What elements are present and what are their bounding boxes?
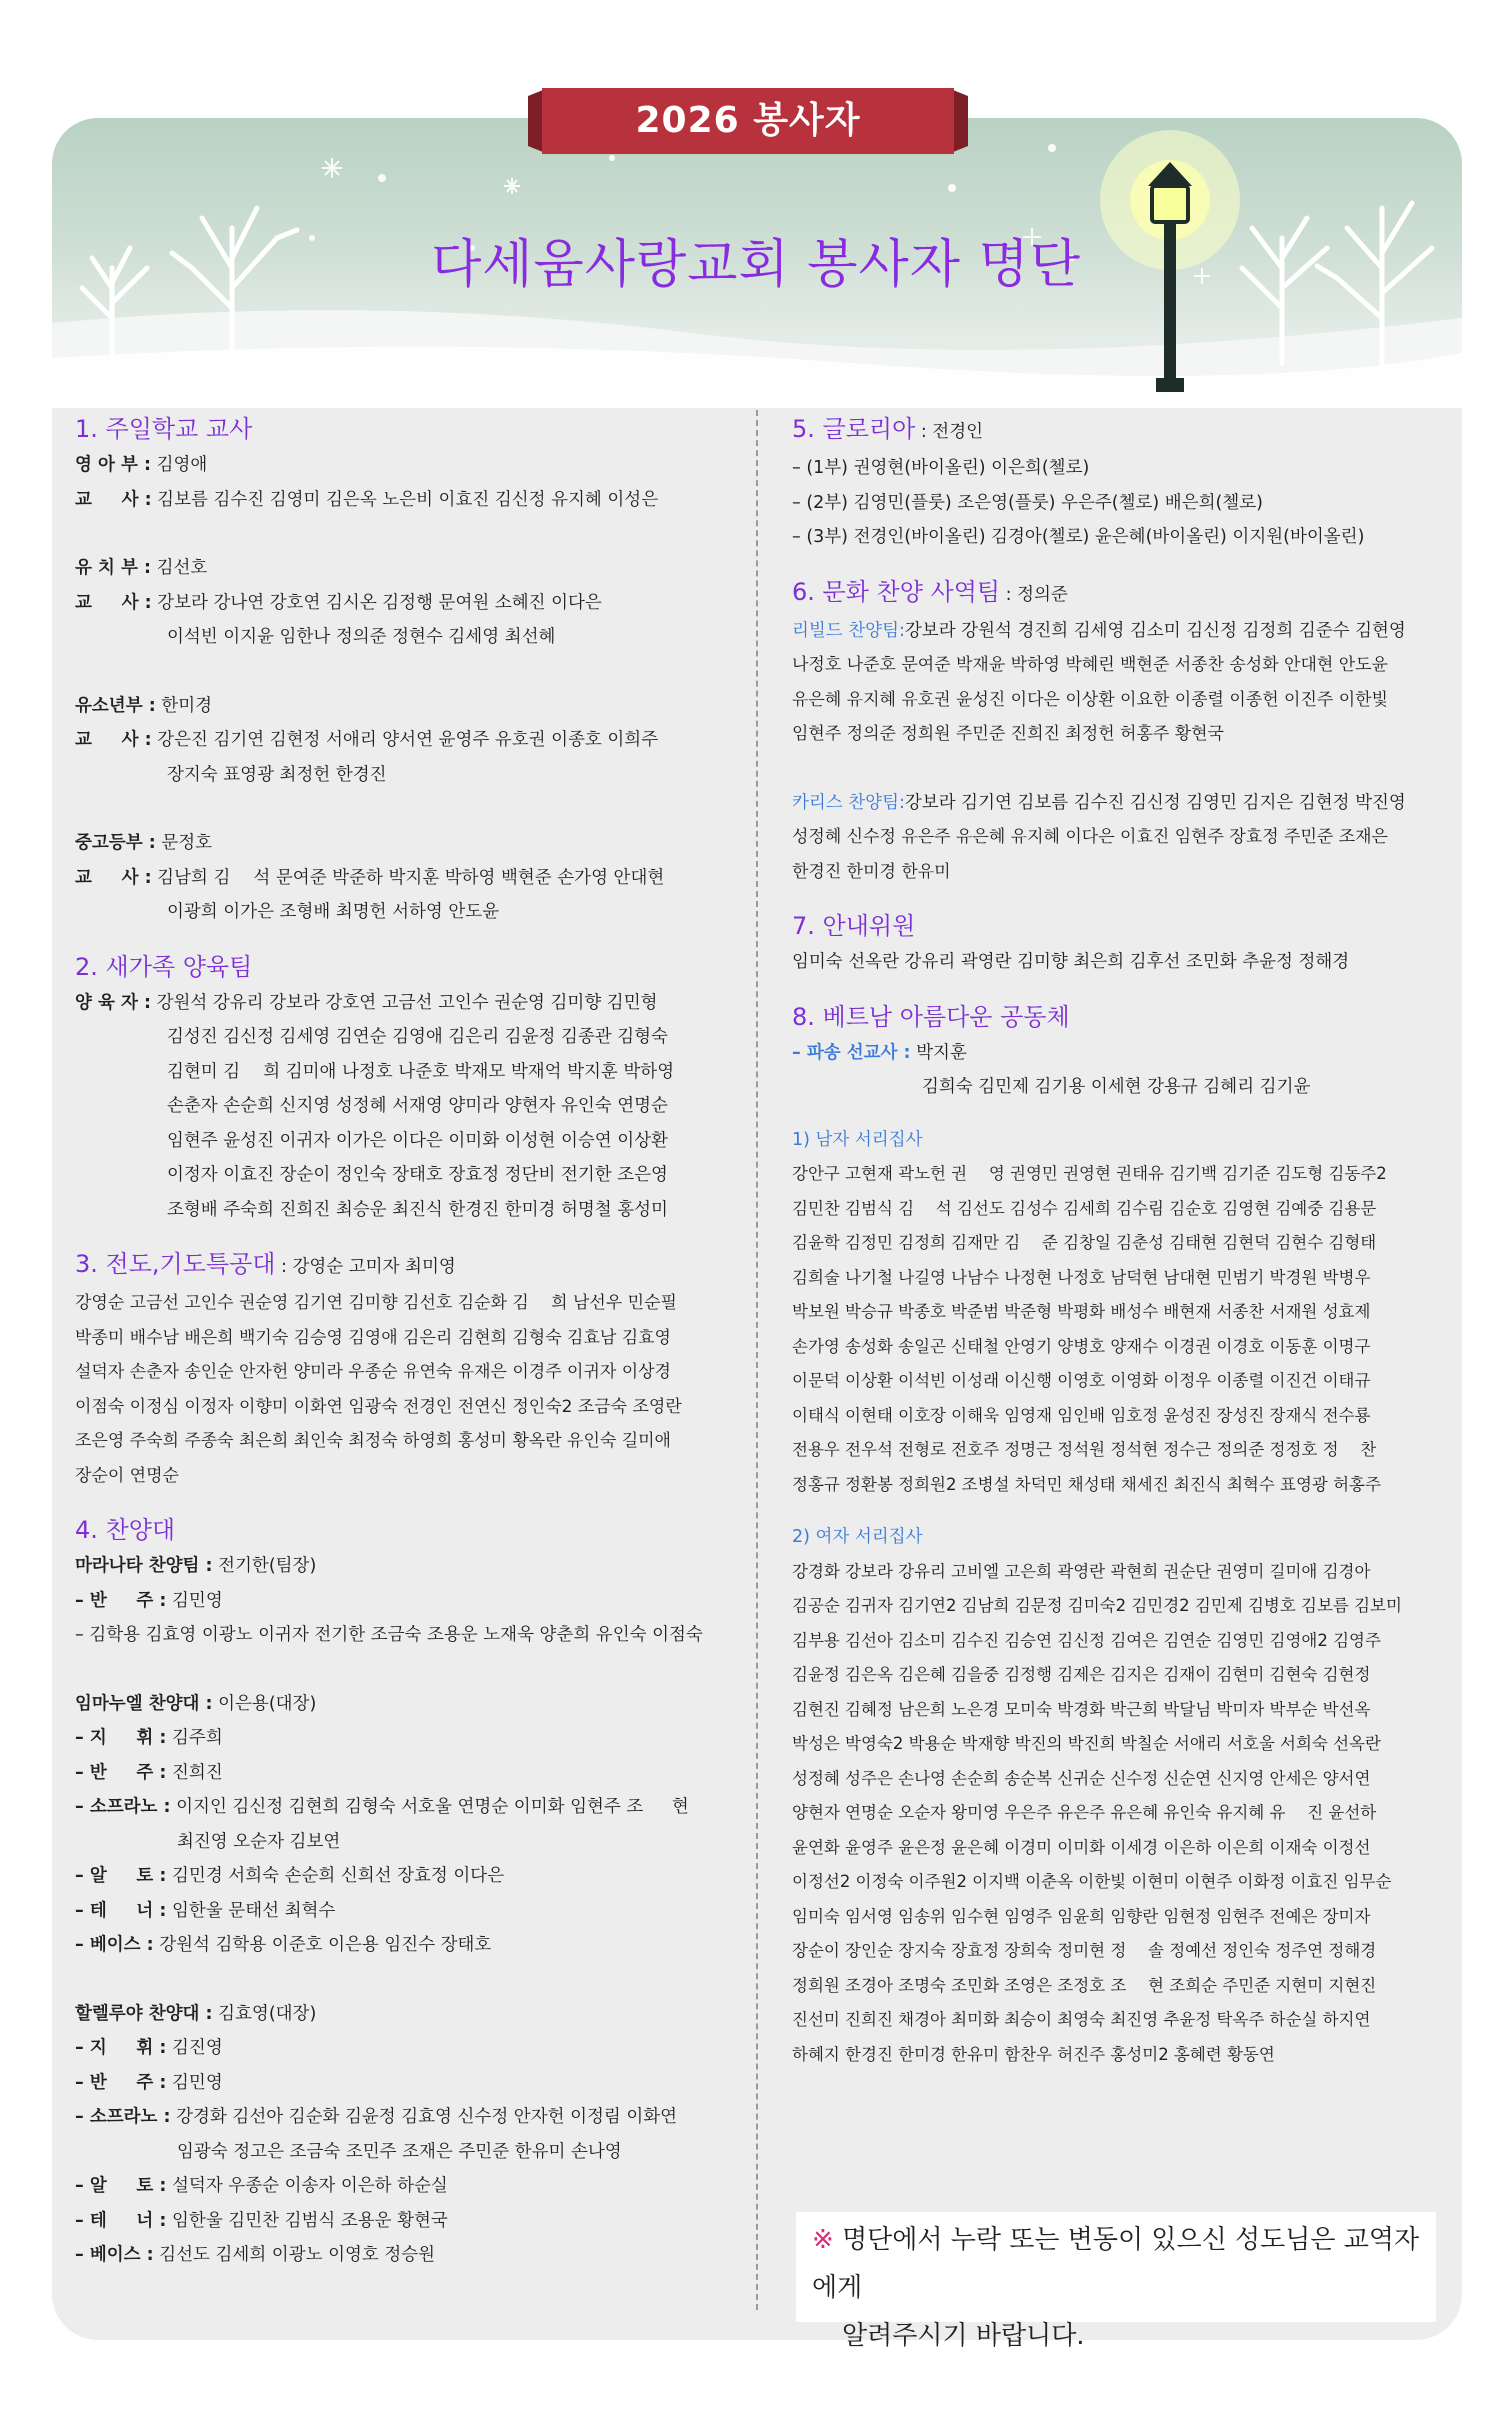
role-members: 김주희 [172, 1728, 223, 1748]
member-list: 이정자 이효진 장순이 정인숙 장태호 장효정 정단비 전기한 조은영 [167, 1165, 668, 1185]
section-title-text: 5. 글로리아 [792, 415, 916, 443]
role-label: – 소프라노 : [75, 2107, 171, 2127]
choir-leader: 김효영(대장) [218, 2003, 317, 2024]
teacher-label: 교 사 : [75, 867, 152, 888]
teacher-list: 김보름 김수진 김영미 김은옥 노은비 이효진 김신정 유지혜 이성은 [157, 489, 659, 510]
member-list: 강보라 강원석 경진희 김세영 김소미 김신정 김정희 김준수 김현영 [904, 620, 1406, 641]
teacher-label: 교 사 : [75, 489, 152, 510]
role-members: 김민영 [172, 2072, 223, 2093]
teacher-list: 강은진 김기연 김현정 서애리 양서연 윤영주 유호권 이종호 이희주 [157, 730, 659, 750]
teacher-list: 이석빈 이지윤 임한나 정의준 정현수 김세영 최선혜 [167, 627, 556, 647]
subsection-title: 2) 여자 서리집사 [792, 1527, 923, 1547]
role-label: – 반 주 : [75, 2072, 167, 2093]
group-label: 유소년부 : [75, 695, 156, 716]
teacher-list: 김남희 김 석 문여준 박준하 박지훈 박하영 백현준 손가영 안대현 [157, 867, 665, 888]
teacher-label: 교 사 : [75, 730, 152, 750]
role-members: 임한울 문태선 최혁수 [172, 1900, 336, 1921]
group-label: 양 육 자 : [75, 992, 151, 1013]
role-label: – 베이스 : [75, 2245, 154, 2265]
team-name: 리빌드 찬양팀: [792, 620, 905, 641]
member-list: 나정호 나준호 문여준 박재윤 박하영 박혜린 백현준 서종찬 송성화 안대현 안도윤 [792, 655, 1388, 675]
role-members: 이지인 김신정 김현희 김형숙 서호울 연명순 이미화 임현주 조 현 [176, 1797, 689, 1817]
member-list: 유은혜 유지혜 유호권 윤성진 이다은 이상환 이요한 이종렬 이종헌 이진주 이한빛 [792, 689, 1388, 710]
role-members: 임광숙 정고은 조금숙 조민주 조재은 주민준 한유미 손나영 [177, 2141, 622, 2162]
role-members: 강원석 김학용 이준호 이은용 임진수 장태호 [159, 1935, 492, 1955]
teacher-label: 교 사 : [75, 592, 152, 613]
group-label: 중고등부 : [75, 833, 156, 853]
member-list: 윤연화 윤영주 윤은정 윤은혜 이경미 이미화 이세경 이은하 이은희 이재숙 이정선 [792, 1837, 1371, 1857]
member-list: 김희숙 김민제 김기용 이세현 강용규 김혜리 김기윤 [922, 1077, 1311, 1097]
member-list: 박보원 박승규 박종호 박준범 박준형 박평화 배성수 배현재 서종찬 서재원 성효제 [792, 1302, 1371, 1321]
member-list: 강원석 강유리 강보라 강호연 고금선 고인수 권순영 김미향 김민형 [156, 992, 658, 1013]
member-list: 조은영 주숙희 주종숙 최은희 최인숙 최정숙 하영희 홍성미 황옥란 유인숙 길미애 [75, 1431, 671, 1451]
role-label: – 지 휘 : [75, 1728, 167, 1748]
subsection-title: 1) 남자 서리집사 [792, 1129, 923, 1150]
section-leader: 전경인 [932, 422, 984, 442]
role-label: – 베이스 : [75, 1935, 154, 1955]
role-members: 강경화 김선아 김순화 김윤정 김효영 신수정 안자헌 이정림 이화연 [176, 2107, 678, 2127]
right-column [792, 410, 1442, 2072]
member-list: 김희술 나기철 나길영 나남수 나정현 나정호 남덕현 남대현 민범기 박경원 박병우 [792, 1267, 1371, 1287]
member-list: 조형배 주숙희 진희진 최승운 최진식 한경진 한미경 허명철 홍성미 [167, 1199, 668, 1220]
member-list: 장순이 연명순 [75, 1465, 179, 1486]
notice-text [812, 2216, 1432, 2360]
member-list: 이태식 이현태 이호장 이해욱 임영재 임인배 임호정 윤성진 장성진 장재식 전수룡 [792, 1405, 1371, 1425]
section-title: 4. 찬양대 [75, 1516, 176, 1544]
member-list: 김현미 김 희 김미애 나정호 나준호 박재모 박재억 박지훈 박하영 [167, 1061, 675, 1082]
member-list: 김현진 김혜정 남은희 노은경 모미숙 박경화 박근희 박달님 박미자 박부순 박선옥 [792, 1699, 1371, 1719]
page-title: 다세움사랑교회 봉사자 명단 [431, 235, 1081, 295]
member-list: 전용우 전우석 전형로 전호주 정명근 정석원 정석현 정수근 정의준 정정호 정 찬 [792, 1440, 1377, 1459]
member-list: – 김학용 김효영 이광노 이귀자 전기한 조금숙 조용운 노재욱 양춘희 유인숙 이점숙 [75, 1625, 703, 1645]
reference-mark-icon: ※ [812, 2225, 834, 2255]
section-title: 8. 베트남 아름다운 공동체 [792, 1002, 1070, 1031]
member-list: 손가영 송성화 송일곤 신태철 안영기 양병호 양재수 이경권 이경호 이동훈 이명구 [792, 1336, 1371, 1356]
role-members: 임한울 김민찬 김범식 조용운 황현국 [172, 2210, 448, 2231]
choir-name: 임마누엘 찬양대 : [75, 1693, 213, 1714]
choir-leader: 이은용(대장) [218, 1693, 317, 1714]
member-list: 하혜지 한경진 한미경 한유미 함찬우 허진주 홍성미2 홍혜련 황동연 [792, 2044, 1275, 2064]
role-members: 진희진 [172, 1762, 223, 1783]
member-list: 김성진 김신정 김세영 김연순 김영애 김은리 김윤정 김종관 김형숙 [167, 1027, 668, 1047]
member-list: 손춘자 손순희 신지영 성정혜 서재영 양미라 양현자 유인숙 연명순 [167, 1096, 668, 1116]
year-badge: 2026 봉사자 [635, 100, 861, 141]
group-leader: 김영애 [156, 455, 208, 475]
section-title-text: 6. 문화 찬양 사역팀 [792, 577, 1001, 606]
teacher-list: 장지숙 표영광 최정헌 한경진 [167, 764, 387, 785]
group-leader: 김선호 [156, 558, 208, 578]
column-divider [756, 410, 758, 2310]
member-list: 김민찬 김범식 김 석 김선도 김성수 김세희 김수림 김순호 김영현 김예중 김용문 [792, 1198, 1377, 1218]
member-list: 강보라 김기연 김보름 김수진 김신정 김영민 김지은 김현정 박진영 [904, 792, 1406, 813]
member-list: 이정선2 이정숙 이주원2 이지백 이춘옥 이한빛 이현미 이현주 이화정 이효진 임무순 [792, 1872, 1392, 1891]
role-label: – 테 너 : [75, 1900, 167, 1921]
member-list: 이점숙 이정심 이정자 이향미 이화연 임광숙 전경인 전연신 정인숙2 조금숙 조영란 [75, 1396, 682, 1417]
section-title-text: 3. 전도,기도특공대 [75, 1250, 276, 1278]
member-list: 성정혜 신수정 유은주 유은혜 유지혜 이다은 이효진 임현주 장효정 주민준 조재은 [792, 827, 1388, 847]
section-title: 1. 주일학교 교사 [75, 415, 253, 443]
member-list: 김부용 김선아 김소미 김수진 김승연 김신정 김여은 김연순 김영민 김영애2 김영주 [792, 1630, 1381, 1650]
member-list: – (3부) 전경인(바이올린) 김경아(첼로) 윤은혜(바이올린) 이지원(바이올린) [792, 527, 1365, 547]
member-list: 김윤학 김정민 김정희 김재만 김 준 김창일 김춘성 김태현 김현덕 김현수 김형태 [792, 1233, 1377, 1252]
role-members: 김민경 서희숙 손순희 신희선 장효정 이다은 [172, 1866, 505, 1886]
role-members: 설덕자 우종순 이송자 이은하 하순실 [172, 2176, 448, 2196]
role-members: 김민영 [172, 1590, 223, 1611]
member-list: 진선미 진희진 채경아 최미화 최승이 최영숙 최진영 추윤정 탁옥주 하순실 하지연 [792, 2010, 1371, 2029]
notice-line: 명단에서 누락 또는 변동이 있으신 성도님은 교역자에게 [812, 2225, 1420, 2303]
member-list: 장순이 장인순 장지숙 장효정 장희숙 정미현 정 솔 정예선 정인숙 정주연 정해경 [792, 1941, 1377, 1960]
member-list: 양현자 연명순 오순자 왕미영 우은주 유은주 유은혜 유인숙 유지혜 유 진 윤선하 [792, 1803, 1377, 1822]
member-list: – (1부) 권영현(바이올린) 이은희(첼로) [792, 458, 1090, 478]
group-label: 유 치 부 : [75, 558, 151, 578]
role-label: – 알 토 : [75, 2176, 167, 2196]
role-members: 최진영 오순자 김보연 [177, 1831, 341, 1852]
section-leader: 강영순 고미자 최미영 [292, 1257, 456, 1277]
choir-name: 할렐루야 찬양대 : [75, 2003, 213, 2024]
member-list: 임현주 정의준 정희원 주민준 진희진 최정헌 허홍주 황현국 [792, 724, 1224, 744]
member-list: 강안구 고현재 곽노헌 권 영 권영민 권영현 권태유 김기백 김기준 김도형 김동주2 [792, 1164, 1387, 1183]
role-label: – 반 주 : [75, 1762, 167, 1783]
notice-line: 알려주시기 바랍니다. [842, 2321, 1085, 2351]
role-label: – 소프라노 : [75, 1797, 171, 1817]
team-name: 카리스 찬양팀: [792, 792, 905, 813]
member-list: 정희원 조경아 조명숙 조민화 조영은 조정호 조 현 조희순 주민준 지현미 지현진 [792, 1975, 1377, 1995]
group-leader: 문정호 [161, 833, 213, 853]
missionary-label: – 파송 선교사 : [792, 1042, 911, 1063]
member-list: 임현주 윤성진 이귀자 이가은 이다은 이미화 이성현 이승연 이상환 [167, 1130, 668, 1151]
role-label: – 알 토 : [75, 1866, 167, 1886]
member-list: 박종미 배수남 배은희 백기숙 김승영 김영애 김은리 김현희 김형숙 김효남 김효영 [75, 1327, 671, 1348]
member-list: 정홍규 정환봉 정희원2 조병설 차덕민 채성태 채세진 최진식 최혁수 표영광 허홍주 [792, 1474, 1381, 1494]
member-list: 강영순 고금선 고인수 권순영 김기연 김미향 김선호 김순화 김 희 남선우 민순필 [75, 1293, 677, 1313]
teacher-list: 이광희 이가은 조형배 최명헌 서하영 안도윤 [167, 902, 500, 922]
member-list: 성정혜 성주은 손나영 손순희 송순복 신귀순 신수정 신순연 신지영 안세은 양서연 [792, 1768, 1371, 1788]
group-label: 영 아 부 : [75, 455, 151, 475]
member-list: 임미숙 임서영 임송위 임수현 임영주 임윤희 임향란 임현정 임현주 전예은 장미자 [792, 1906, 1371, 1926]
member-list: – (2부) 김영민(플룻) 조은영(플룻) 우은주(첼로) 배은희(첼로) [792, 492, 1263, 513]
role-members: 김진영 [172, 2038, 223, 2058]
section-title: 7. 안내위원 [792, 912, 916, 940]
section-title: 5. 글로리아 : 전경인 [792, 415, 984, 443]
role-label: – 반 주 : [75, 1590, 167, 1611]
role-label: – 테 너 : [75, 2210, 167, 2231]
member-list: 강경화 강보라 강유리 고비엘 고은희 곽영란 곽현희 권순단 권영미 길미애 김경아 [792, 1561, 1371, 1581]
member-list: 임미숙 선옥란 강유리 곽영란 김미향 최은희 김후선 조민화 추윤정 정해경 [792, 952, 1350, 972]
missionary-name: 박지훈 [916, 1042, 967, 1063]
member-list: 김공순 김귀자 김기연2 김남희 김문정 김미숙2 김민경2 김민제 김병호 김보름 김보미 [792, 1596, 1402, 1615]
role-label: – 지 휘 : [75, 2038, 167, 2058]
member-list: 박성은 박영숙2 박용순 박재향 박진의 박진희 박칠순 서애리 서호울 서희숙 선옥란 [792, 1734, 1381, 1753]
choir-name: 마라나타 찬양팀 : [75, 1556, 213, 1576]
group-leader: 한미경 [161, 695, 213, 716]
teacher-list: 강보라 강나연 강호연 김시온 김정행 문여원 소혜진 이다은 [157, 592, 602, 613]
choir-leader: 전기한(팀장) [218, 1556, 317, 1576]
section-title: 3. 전도,기도특공대 : 강영순 고미자 최미영 [75, 1250, 456, 1278]
section-leader: 정의준 [1017, 584, 1068, 605]
member-list: 한경진 한미경 한유미 [792, 861, 951, 882]
member-list: 김윤정 김은옥 김은혜 김을중 김정행 김제은 김지은 김재이 김현미 김현숙 김현정 [792, 1665, 1371, 1684]
left-column [75, 410, 725, 2273]
role-members: 김선도 김세희 이광노 이영호 정승원 [159, 2245, 436, 2265]
member-list: 설덕자 손춘자 송인순 안자헌 양미라 우종순 유연숙 유재은 이경주 이귀자 이상경 [75, 1362, 671, 1382]
section-title: 6. 문화 찬양 사역팀 : 정의준 [792, 577, 1068, 606]
member-list: 이문덕 이상환 이석빈 이성래 이신행 이영호 이영화 이정우 이종렬 이진건 이태규 [792, 1371, 1371, 1390]
section-title: 2. 새가족 양육팀 [75, 952, 253, 981]
